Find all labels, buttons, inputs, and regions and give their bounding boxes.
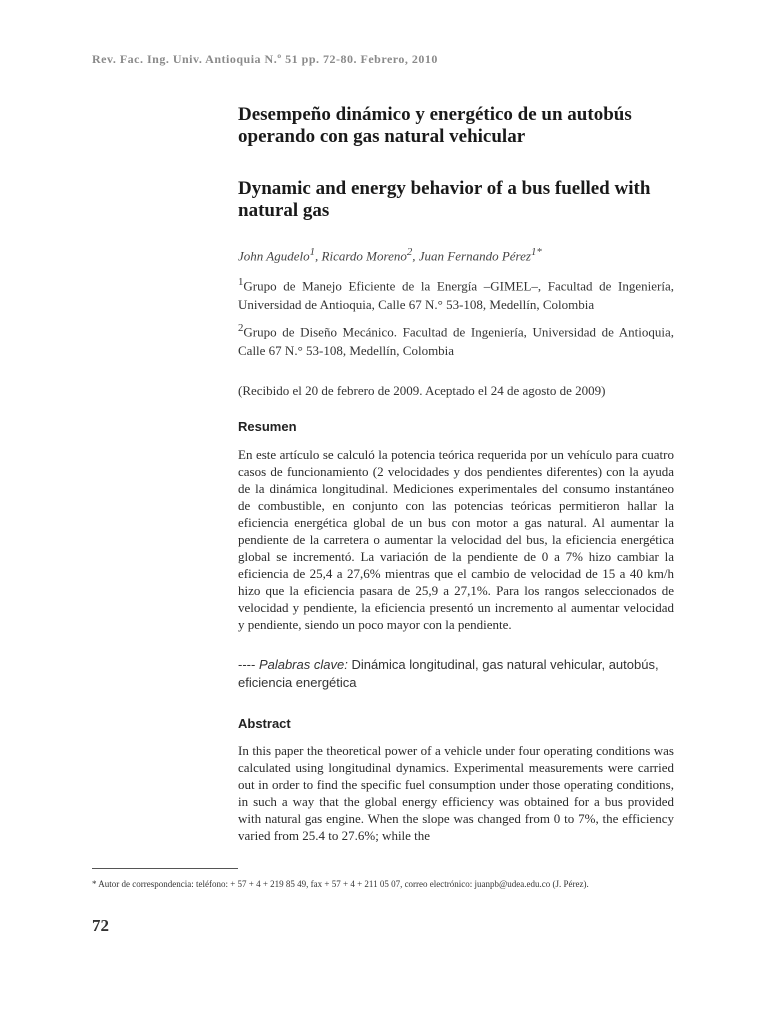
affiliation-text: Grupo de Diseño Mecánico. Facultad de Ingeniería, Universidad de Antioquia, Calle 67 N.° 53-108, Medellín, Colombia: [238, 324, 674, 359]
author-affiliation-mark: 1: [309, 246, 316, 258]
page-number: 72: [92, 916, 109, 935]
affiliation-text: Grupo de Manejo Eficiente de la Energía –GIMEL–, Facultad de Ingeniería, Universidad de Antioquia, Calle 67 N.° 53-108, Medellín, Colombia: [238, 278, 674, 313]
keywords-label: Palabras clave:: [258, 657, 348, 672]
keywords-dash: ----: [238, 657, 259, 672]
author-list: John Agudelo$^1$, Ricardo Moreno$^2$, Juan Fernando Pérez$^{1*}$: [238, 246, 542, 264]
keywords: [238, 656, 674, 692]
author-name: Ricardo Moreno: [321, 248, 407, 264]
author-affiliation-mark: 1*: [530, 246, 542, 258]
article-title-english: Dynamic and energy behavior of a bus fuelled with natural gas: [238, 178, 651, 221]
received-dates: (Recibido el 20 de febrero de 2009. Aceptado el 24 de agosto de 2009): [238, 383, 606, 398]
article-title-spanish: Desempeño dinámico y energético de un autobús operando con gas natural vehicular: [238, 104, 632, 147]
affiliation-1: [238, 273, 674, 314]
keywords-text: Dinámica longitudinal, gas natural vehicular, autobús, eficiencia energética: [238, 657, 659, 690]
journal-header: Rev. Fac. Ing. Univ. Antioquia N.º 51 pp. 72-80. Febrero, 2010: [92, 52, 438, 66]
resumen-text: En este artículo se calculó la potencia teórica requerida por un vehículo para cuatro casos de funcionamiento (2 velocidades y dos pendientes diferentes) con la ayuda de la dinámica longitudinal. Mediciones experimentales del consumo instantáneo de combustible, en conjunto con las potencias teóricas permitieron hallar la eficiencia energética global de un bus con motor a gas natural. Al aumentar la pendiente de la carretera o aumentar la velocidad del bus, la eficiencia energética global se incrementó. La variación de la pendiente de 0 a 7% hizo cambiar la eficiencia de 25,4 a 27,6% mientras que el cambio de velocidad de 15 a 40 km/h hizo que la eficiencia pasara de 25,9 a 27,1%. Para los rangos seleccionados de velocidad y pendiente, la eficiencia presentó un incremento al aumentar velocidad y pendiente, siendo un poco mayor con la pendiente.: [238, 447, 674, 632]
author-name: John Agudelo: [238, 248, 310, 264]
author-affiliation-mark: 2: [406, 246, 413, 258]
abstract-text: In this paper the theoretical power of a vehicle under four operating conditions was calculated using longitudinal dynamics. Experimental measurements were carried out in order to find the specific fuel consumption under those operating conditions, in such a way that the global energy efficiency was obtained for a bus provided with natural gas engine. When the slope was changed from 0 to 7%, the efficiency varied from 25.4 to 27.6%; while the: [238, 743, 674, 843]
author-name: Juan Fernando Pérez: [418, 248, 531, 264]
resumen-heading: Resumen: [238, 419, 297, 434]
affiliation-2: [238, 319, 674, 360]
footnote: * Autor de correspondencia: teléfono: + 57 + 4 + 219 85 49, fax + 57 + 4 + 211 05 07, correo electrónico: juanpb@udea.edu.co (J. Pérez).: [92, 879, 589, 889]
footnote-divider: [92, 868, 238, 869]
affiliation-mark: 1: [238, 276, 244, 288]
affiliation-mark: 2: [238, 322, 244, 334]
abstract-heading: Abstract: [238, 716, 291, 731]
